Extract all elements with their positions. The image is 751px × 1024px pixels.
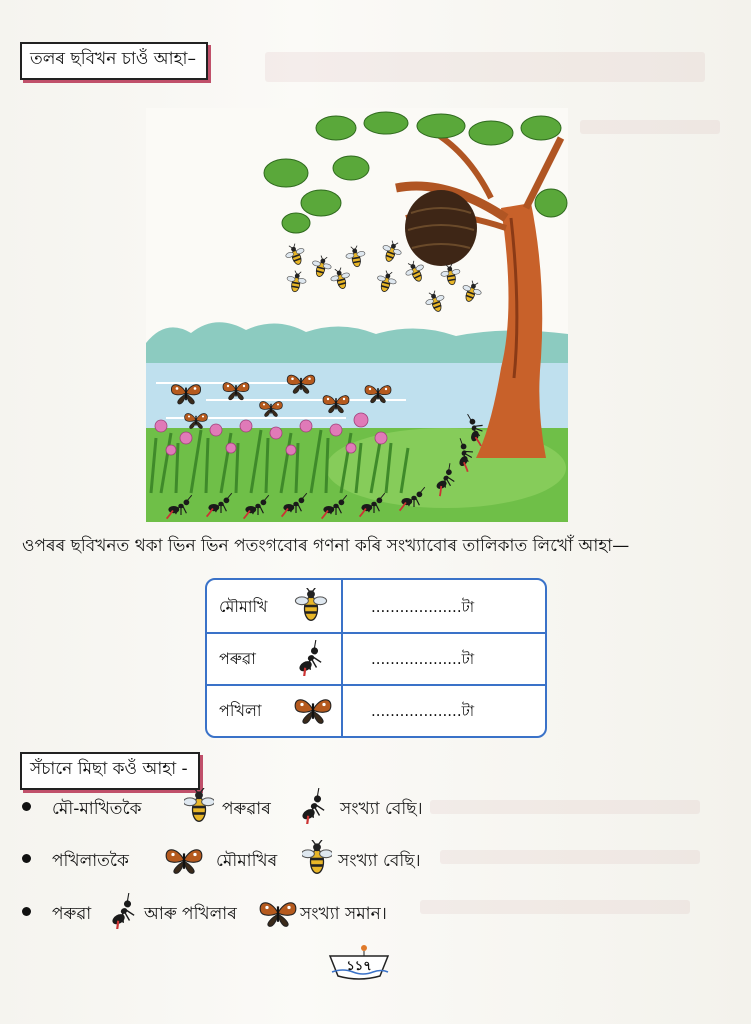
insect-count-table <box>205 578 547 738</box>
butterfly-icon <box>164 842 204 878</box>
statement-3: পৰুৱা আৰু পখিলাৰ সংখ্যা সমান। <box>22 893 442 933</box>
table-row-bee <box>207 580 545 634</box>
counting-instruction: ওপৰৰ ছবিখনত থকা ভিন ভিন পতংগবোৰ গণনা কৰি সংখ্যাবোৰ তালিকাত লিখোঁ আহা— <box>22 536 630 556</box>
bullet <box>22 854 31 863</box>
bee-icon <box>293 588 329 624</box>
insects-scene-illustration <box>146 108 568 522</box>
ant-icon <box>104 893 144 929</box>
section-heading-true-false: সঁচানে মিছা কওঁ আহা - <box>20 752 200 790</box>
bullet <box>22 802 31 811</box>
bleed-through-text <box>580 120 720 134</box>
table-row-butterfly <box>207 684 545 736</box>
bleed-through-text <box>440 850 700 864</box>
butterfly-icon <box>293 692 333 728</box>
butterfly-icon <box>258 895 298 931</box>
ant-icon <box>294 788 334 824</box>
bee-icon <box>302 840 332 878</box>
bleed-through-text <box>420 900 690 914</box>
page-number: ১১৭ <box>346 959 372 974</box>
ant-label: পৰুৱা <box>219 649 256 668</box>
bleed-through-text <box>265 52 705 82</box>
bullet <box>22 907 31 916</box>
butterfly-label: পখিলা <box>219 701 262 720</box>
bee-icon <box>184 788 214 826</box>
bee-label: মৌমাখি <box>219 597 268 616</box>
section-heading-look: তলৰ ছবিখন চাওঁ আহা– <box>20 42 208 80</box>
ant-count-blank[interactable]: ...................টা <box>371 650 475 668</box>
ant-icon <box>293 640 329 676</box>
bleed-through-text <box>430 800 700 814</box>
statement-1: মৌ-মাখিতকৈ পৰুৱাৰ সংখ্যা বেছি। <box>22 788 462 828</box>
bee-count-blank[interactable]: ...................টা <box>371 598 475 616</box>
butterfly-count-blank[interactable]: ...................টা <box>371 702 475 720</box>
page-number-boat <box>328 942 390 982</box>
statement-2: পখিলাতকৈ মৌমাখিৰ সংখ্যা বেছি। <box>22 840 442 880</box>
table-row-ant <box>207 632 545 686</box>
